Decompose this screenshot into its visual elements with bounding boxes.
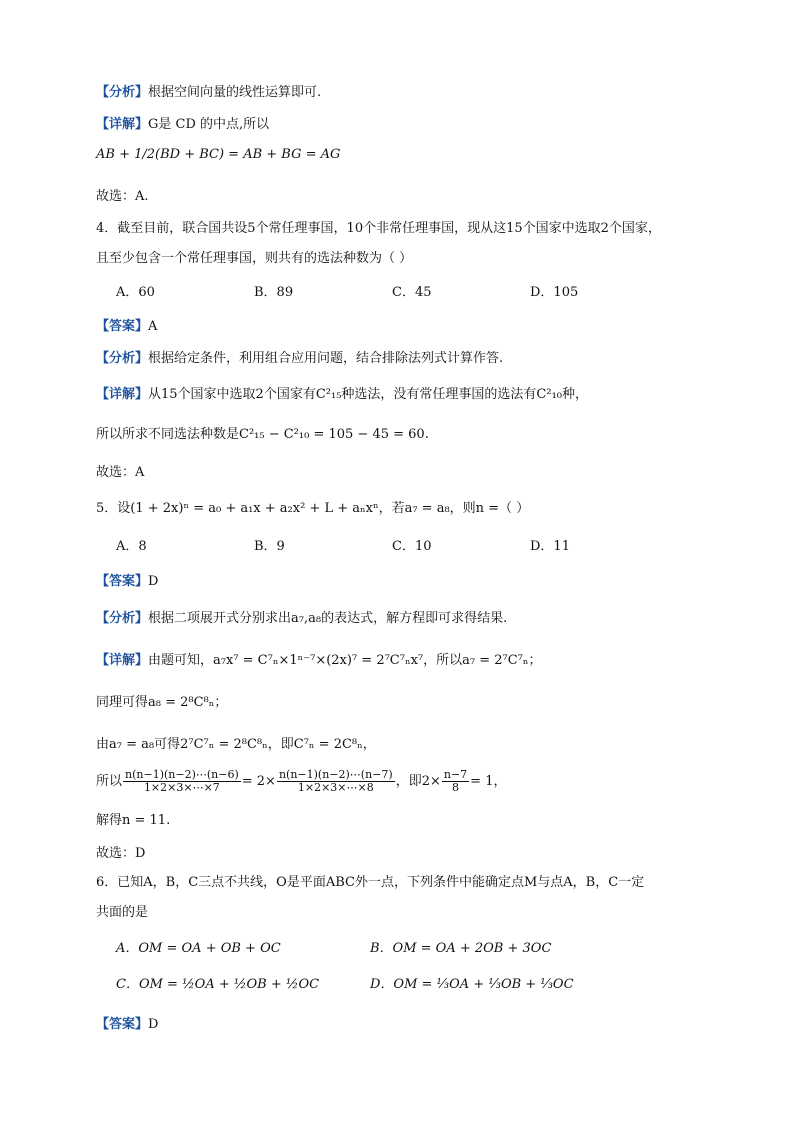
line4-mid: = 2× xyxy=(241,774,276,789)
detail-tag: 【详解】 xyxy=(96,653,149,668)
q4-choice: 故选：A xyxy=(96,465,145,480)
detail-tag: 【详解】 xyxy=(96,387,149,402)
q4-answer xyxy=(96,318,157,336)
analysis-text: 根据给定条件，利用组合应用问题，结合排除法列式计算作答. xyxy=(148,351,504,366)
answer-value: D xyxy=(148,574,159,589)
analysis-text: 根据二项展开式分别求出a₇,a₈的表达式，解方程即可求得结果. xyxy=(148,611,508,626)
q4-stem-line1: 4．截至目前，联合国共设5个常任理事国，10个非常任理事国，现从这15个国家中选取2个国家， xyxy=(96,221,661,236)
q6-option-b: B．OM = OA + 2OB + 3OC xyxy=(370,941,552,956)
q5-line4 xyxy=(96,768,506,796)
q5-line3: 由a₇ = a₈可得2⁷C⁷ₙ = 2⁸C⁸ₙ，即C⁷ₙ = 2C⁸ₙ， xyxy=(96,737,376,752)
q5-choice: 故选：D xyxy=(96,846,146,861)
q6-stem-line1: 6．已知A，B，C三点不共线，O是平面ABC外一点，下列条件中能确定点M与点A，B，C一定 xyxy=(96,875,645,890)
q5-stem: 5．设(1 + 2x)ⁿ = a₀ + a₁x + a₂x² + L + aₙxⁿ，若a₇ = a₈，则n =（ ） xyxy=(96,501,530,516)
analysis-tag: 【分析】 xyxy=(96,611,149,626)
q6-option-d: D．OM = ⅓OA + ⅓OB + ⅓OC xyxy=(370,977,574,992)
answer-tag: 【答案】 xyxy=(96,574,149,589)
q6-option-c: C．OM = ½OA + ½OB + ½OC xyxy=(116,977,320,992)
fraction-3 xyxy=(442,769,469,794)
q4-option-d: D．105 xyxy=(530,285,579,300)
q4-detail xyxy=(96,386,588,404)
q5-detail xyxy=(96,652,542,670)
q4-option-a: A．60 xyxy=(116,285,155,300)
q5-answer xyxy=(96,573,158,591)
answer-value: D xyxy=(148,1017,159,1032)
q3-detail xyxy=(96,116,269,134)
q6-answer xyxy=(96,1016,158,1034)
q5-line5: 解得n = 11. xyxy=(96,813,171,828)
q4-stem-line2: 且至少包含一个常任理事国，则共有的选法种数为（ ） xyxy=(96,251,413,266)
answer-tag: 【答案】 xyxy=(96,1017,149,1032)
detail-text: 由题可知，a₇x⁷ = C⁷ₙ×1ⁿ⁻⁷×(2x)⁷ = 2⁷C⁷ₙx⁷，所以a₇ = 2⁷C⁷ₙ； xyxy=(148,653,542,668)
q4-analysis xyxy=(96,350,503,368)
q6-stem-line2: 共面的是 xyxy=(96,905,149,920)
answer-tag: 【答案】 xyxy=(96,319,149,334)
line4-end: = 1， xyxy=(470,774,507,789)
fraction-1-denominator: 1×2×3×⋯×7 xyxy=(143,781,220,794)
fraction-2-denominator: 1×2×3×⋯×8 xyxy=(297,781,374,794)
q5-option-b: B．9 xyxy=(254,539,285,554)
q3-choice: 故选：A. xyxy=(96,189,149,204)
q5-option-a: A．8 xyxy=(116,539,147,554)
q4-option-c: C．45 xyxy=(392,285,432,300)
q5-options xyxy=(116,538,668,556)
q4-detail-line2: 所以所求不同选法种数是C²₁₅ − C²₁₀ = 105 − 45 = 60. xyxy=(96,427,429,442)
q4-options xyxy=(116,284,668,302)
q5-option-c: C．10 xyxy=(392,539,432,554)
fraction-3-denominator: 8 xyxy=(452,781,460,794)
q5-analysis xyxy=(96,610,507,628)
q4-option-b: B．89 xyxy=(254,285,294,300)
formula: AB + 1/2(BD + BC) = AB + BG = AG xyxy=(96,147,341,162)
analysis-text: 根据空间向量的线性运算即可. xyxy=(148,85,322,100)
fraction-2-numerator: n(n−1)(n−2)⋯(n−7) xyxy=(278,768,393,781)
line4-prefix: 所以 xyxy=(96,774,123,789)
detail-text: G是 CD 的中点,所以 xyxy=(148,117,270,132)
analysis-tag: 【分析】 xyxy=(96,351,149,366)
detail-tag: 【详解】 xyxy=(96,117,149,132)
answer-value: A xyxy=(148,319,158,334)
fraction-2 xyxy=(277,769,395,794)
analysis-tag: 【分析】 xyxy=(96,85,149,100)
q3-formula xyxy=(96,146,340,164)
fraction-1-numerator: n(n−1)(n−2)⋯(n−6) xyxy=(125,768,239,781)
q6-option-a: A．OM = OA + OB + OC xyxy=(116,941,281,956)
q5-option-d: D．11 xyxy=(530,539,570,554)
q5-line2: 同理可得a₈ = 2⁸C⁸ₙ； xyxy=(96,695,228,710)
detail-text: 从15个国家中选取2个国家有C²₁₅种选法，没有常任理事国的选法有C²₁₀种， xyxy=(148,387,588,402)
q3-analysis xyxy=(96,84,321,102)
fraction-3-numerator: n−7 xyxy=(443,768,468,781)
fraction-1 xyxy=(123,769,241,794)
line4-mid2: ，即2× xyxy=(395,774,441,789)
